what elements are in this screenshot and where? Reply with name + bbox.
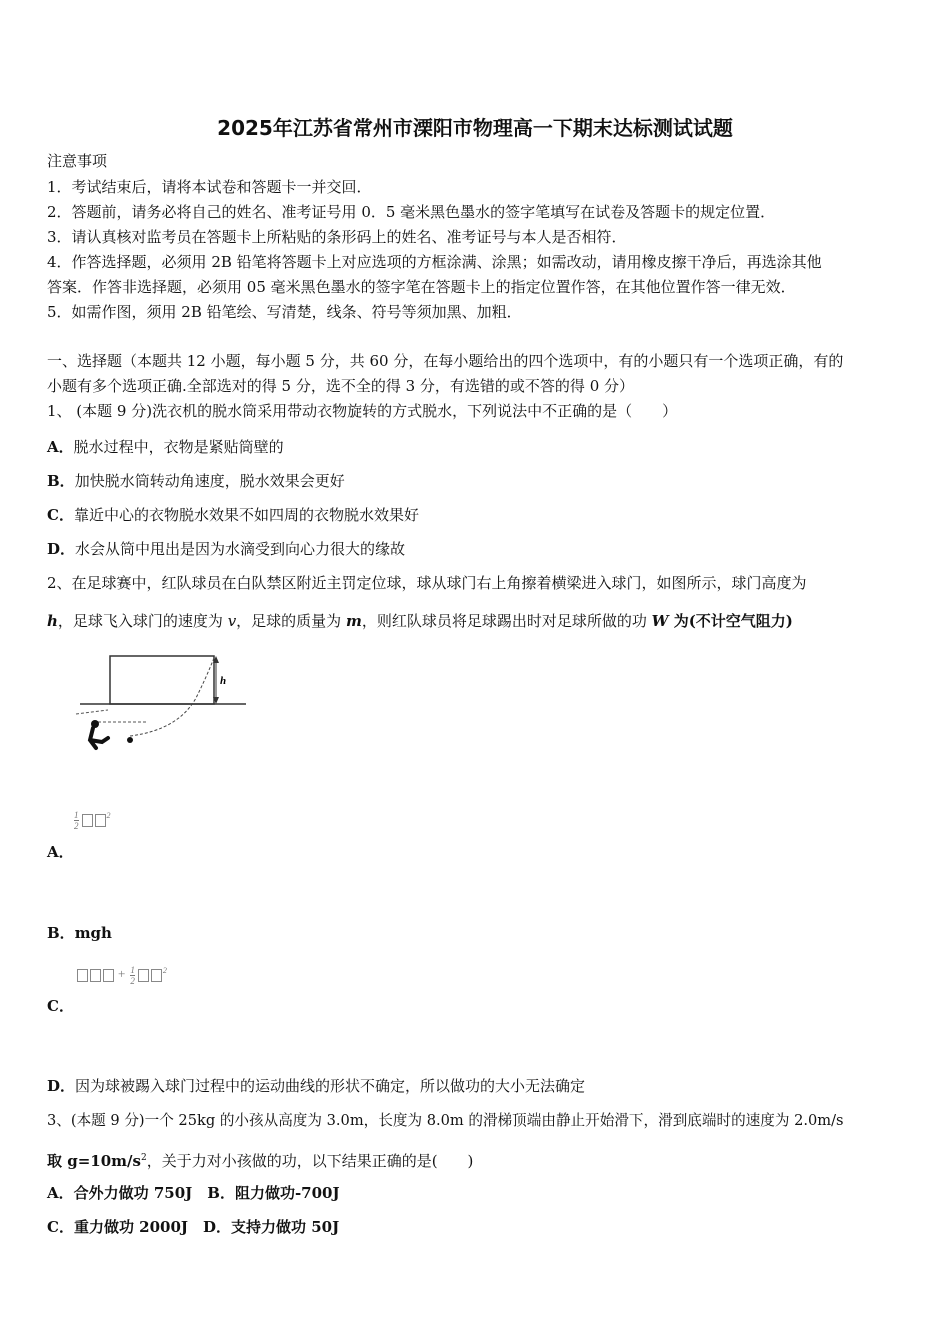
missing-glyph-icon [82,814,93,827]
frac-den: 2 [74,821,79,831]
option-letter: B． [47,924,75,942]
q1-option-d [47,539,405,559]
page-title: 2025年江苏省常州市溧阳市物理高一下期末达标测试试题 [217,116,733,140]
stem-text: ，足球的质量为 [236,612,346,630]
var-h: h [47,612,58,630]
notice-item-3: 3．请认真核对监考员在答题卡上所粘贴的条形码上的姓名、准考证号与本人是否相符． [47,228,627,246]
q1-option-a [47,437,284,457]
soccer-goal-figure [68,650,253,760]
section-heading: 一、选择题（本题共 12 小题，每小题 5 分，共 60 分，在每小题给出的四个选项中，有的小题只有一个选项正确，有的 [47,352,844,370]
missing-glyph-icon [103,969,114,982]
ball-icon [127,737,133,743]
q3-options-row-2: C．重力做功 2000J D．支持力做功 50J [47,1218,340,1236]
option-text: 水会从筒中甩出是因为水滴受到向心力很大的缘故 [75,540,406,558]
option-text: mgh [74,924,112,942]
q2-option-b [47,923,112,943]
plus-sign: + [118,966,126,982]
notice-heading: 注意事项 [47,152,108,170]
stem-text: ，则红队球员将足球踢出时对足球所做的功 [361,612,652,630]
q1-stem: 1、 (本题 9 分)洗衣机的脱水筒采用带动衣物旋转的方式脱水，下列说法中不正确的是（ ） [47,402,678,420]
var-m: m [345,612,362,630]
option-letter: D． [47,540,76,558]
option-a-formula [72,810,111,831]
q2-option-a: A． [47,843,74,861]
q2-option-c: C． [47,997,74,1015]
option-c-formula [76,965,167,986]
q3-stem-cont [47,1148,473,1171]
stem-text: 为(不计空气阻力) [668,612,793,630]
section-heading-cont: 小题有多个选项正确.全部选对的得 5 分，选不全的得 3 分，有选错的或不答的得 0 分） [47,377,635,395]
frac-num: 1 [74,810,79,820]
q1-option-c [47,505,419,525]
q2-stem: 2、在足球赛中，红队球员在白队禁区附近主罚定位球，球从球门右上角擦着横梁进入球门，如图所示，球门高度为 [47,574,807,592]
notice-item-5: 5．如需作图，须用 2B 铅笔绘、写清楚，线条、符号等须加黑、加粗． [47,303,522,321]
missing-glyph-icon [95,814,106,827]
fraction [130,965,135,986]
goal-frame [110,656,214,704]
q1-option-b [47,471,345,491]
missing-glyph-icon [77,969,88,982]
var-v: v [227,612,237,630]
option-letter: A． [47,438,74,456]
missing-glyph-icon [151,969,162,982]
option-text: 脱水过程中，衣物是紧贴筒壁的 [73,438,284,456]
exponent: 2 [106,811,111,821]
sight-line [76,710,108,714]
option-text: 加快脱水筒转动角速度，脱水效果会更好 [74,472,345,490]
missing-glyph-icon [90,969,101,982]
option-letter: C． [47,506,74,524]
exponent: 2 [162,966,167,976]
option-letter: D． [47,1077,76,1095]
missing-glyph-icon [138,969,149,982]
ball-trajectory [130,658,214,736]
q3-options-row-1: A．合外力做功 750J B．阻力做功-700J [47,1184,340,1202]
frac-den: 2 [130,976,135,986]
q2-option-d [47,1076,585,1096]
stem-text: 取 g=10m/s [47,1152,141,1170]
var-w: W [651,612,669,630]
notice-item-4-cont: 答案．作答非选择题，必须用 05 毫米黑色墨水的签字笔在答题卡上的指定位置作答，在其他位置作答一律无效． [47,278,796,296]
option-text: 靠近中心的衣物脱水效果不如四周的衣物脱水效果好 [73,506,419,524]
frac-num: 1 [130,965,135,975]
option-letter: B． [47,472,75,490]
notice-item-4: 4．作答选择题，必须用 2B 铅笔将答题卡上对应选项的方框涂满、涂黑；如需改动，请用橡皮擦干净后，再选涂其他 [47,253,822,271]
height-label: h [220,675,227,687]
stem-text: ，足球飞入球门的速度为 [57,612,228,630]
notice-item-2: 2．答题前，请务必将自己的姓名、准考证号用 0．5 毫米黑色墨水的签字笔填写在试卷及答题卡的规定位置． [47,203,776,221]
option-text: 因为球被踢入球门过程中的运动曲线的形状不确定，所以做功的大小无法确定 [75,1077,586,1095]
player-icon [90,720,133,748]
q2-stem-cont [47,611,793,631]
fraction [74,810,79,831]
q3-stem: 3、(本题 9 分)一个 25kg 的小孩从高度为 3.0m，长度为 8.0m 的滑梯顶端由静止开始滑下，滑到底端时的速度为 2.0m/s [47,1112,844,1129]
stem-text: ，关于力对小孩做的功，以下结果正确的是( ) [146,1152,474,1170]
exponent: 2 [140,1153,147,1163]
notice-item-1: 1．考试结束后，请将本试卷和答题卡一并交回． [47,178,372,196]
